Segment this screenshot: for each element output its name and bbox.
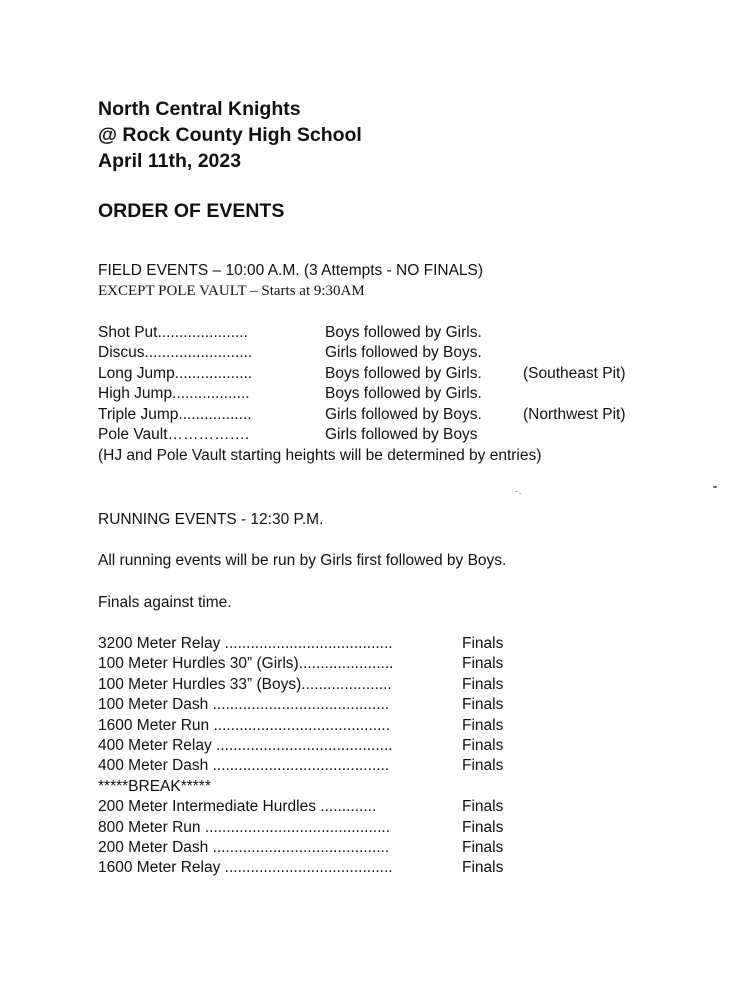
- running-event-name: 100 Meter Hurdles 30” (Girls)......................: [98, 655, 394, 673]
- field-event-row: [98, 385, 698, 405]
- field-event-name: Pole Vault…………….: [98, 425, 250, 443]
- running-event-row: [98, 655, 598, 675]
- running-event-name: 1600 Meter Relay .......................................: [98, 859, 393, 877]
- field-event-location: (Southeast Pit): [523, 364, 626, 382]
- running-event-name: 200 Meter Intermediate Hurdles .............: [98, 798, 377, 816]
- scan-speck: [515, 491, 518, 492]
- running-event-name: 200 Meter Dash .........................................: [98, 838, 390, 856]
- field-event-assignment: Girls followed by Boys: [325, 425, 478, 443]
- running-event-result: Finals: [462, 757, 504, 775]
- running-event-result: Finals: [462, 838, 504, 856]
- field-event-row: [98, 324, 698, 344]
- field-event-location: (Northwest Pit): [523, 405, 626, 423]
- field-events-list: [98, 324, 698, 446]
- running-event-row: [98, 635, 598, 655]
- break-row: [98, 778, 598, 798]
- field-events-subheader: EXCEPT POLE VAULT – Starts at 9:30AM: [98, 283, 365, 299]
- field-event-assignment: Boys followed by Girls.: [325, 364, 482, 382]
- field-event-name: Discus.........................: [98, 344, 253, 362]
- running-event-row: [98, 839, 598, 859]
- field-event-name: High Jump..................: [98, 385, 250, 403]
- running-event-row: [98, 798, 598, 818]
- field-events-note: (HJ and Pole Vault starting heights will be determined by entries): [98, 447, 542, 464]
- section-title: ORDER OF EVENTS: [98, 200, 285, 222]
- running-event-result: Finals: [462, 818, 504, 836]
- running-event-result: Finals: [462, 859, 504, 877]
- running-event-row: [98, 819, 598, 839]
- field-event-assignment: Boys followed by Girls.: [325, 324, 482, 341]
- running-event-row: [98, 859, 598, 879]
- field-event-row: [98, 426, 698, 446]
- running-event-row: [98, 737, 598, 757]
- team-name: North Central Knights: [98, 98, 301, 120]
- running-event-result: Finals: [462, 716, 504, 734]
- running-event-name: 400 Meter Dash .........................................: [98, 757, 390, 775]
- field-event-assignment: Girls followed by Boys.: [325, 405, 482, 423]
- running-event-name: 400 Meter Relay .........................................: [98, 736, 393, 754]
- running-event-result: Finals: [462, 655, 504, 673]
- running-event-name: 1600 Meter Run .........................................: [98, 716, 391, 734]
- field-event-assignment: Girls followed by Boys.: [325, 344, 482, 362]
- running-event-result: Finals: [462, 736, 504, 754]
- running-event-row: [98, 757, 598, 777]
- scan-speck: [713, 486, 717, 488]
- field-event-name: Triple Jump.................: [98, 405, 252, 423]
- finals-note: Finals against time.: [98, 594, 232, 611]
- running-event-result: Finals: [462, 798, 504, 816]
- running-event-name: 3200 Meter Relay .......................................: [98, 635, 393, 652]
- field-event-row: [98, 365, 698, 385]
- running-event-row: [98, 717, 598, 737]
- field-event-name: Long Jump..................: [98, 364, 253, 382]
- scan-speck: [519, 493, 521, 494]
- field-events-header: FIELD EVENTS – 10:00 A.M. (3 Attempts - NO FINALS): [98, 262, 484, 279]
- running-events-note: All running events will be run by Girls first followed by Boys.: [98, 552, 507, 569]
- running-event-row: [98, 676, 598, 696]
- field-event-name: Shot Put.....................: [98, 324, 248, 341]
- running-event-name: 100 Meter Hurdles 33” (Boys).....................: [98, 675, 392, 693]
- event-date: April 11th, 2023: [98, 150, 242, 172]
- running-event-result: Finals: [462, 696, 504, 714]
- field-event-row: [98, 406, 698, 426]
- running-event-row: [98, 696, 598, 716]
- running-event-name: 100 Meter Dash .........................................: [98, 696, 390, 714]
- running-events-header: RUNNING EVENTS - 12:30 P.M.: [98, 511, 324, 528]
- header-block: [98, 96, 362, 174]
- venue: @ Rock County High School: [98, 124, 362, 146]
- running-event-result: Finals: [462, 635, 504, 652]
- running-event-name: 800 Meter Run ...........................................: [98, 818, 391, 836]
- break-label: *****BREAK*****: [98, 777, 211, 795]
- running-event-result: Finals: [462, 675, 504, 693]
- field-event-assignment: Boys followed by Girls.: [325, 385, 482, 403]
- field-event-row: [98, 344, 698, 364]
- running-events-list: [98, 635, 598, 880]
